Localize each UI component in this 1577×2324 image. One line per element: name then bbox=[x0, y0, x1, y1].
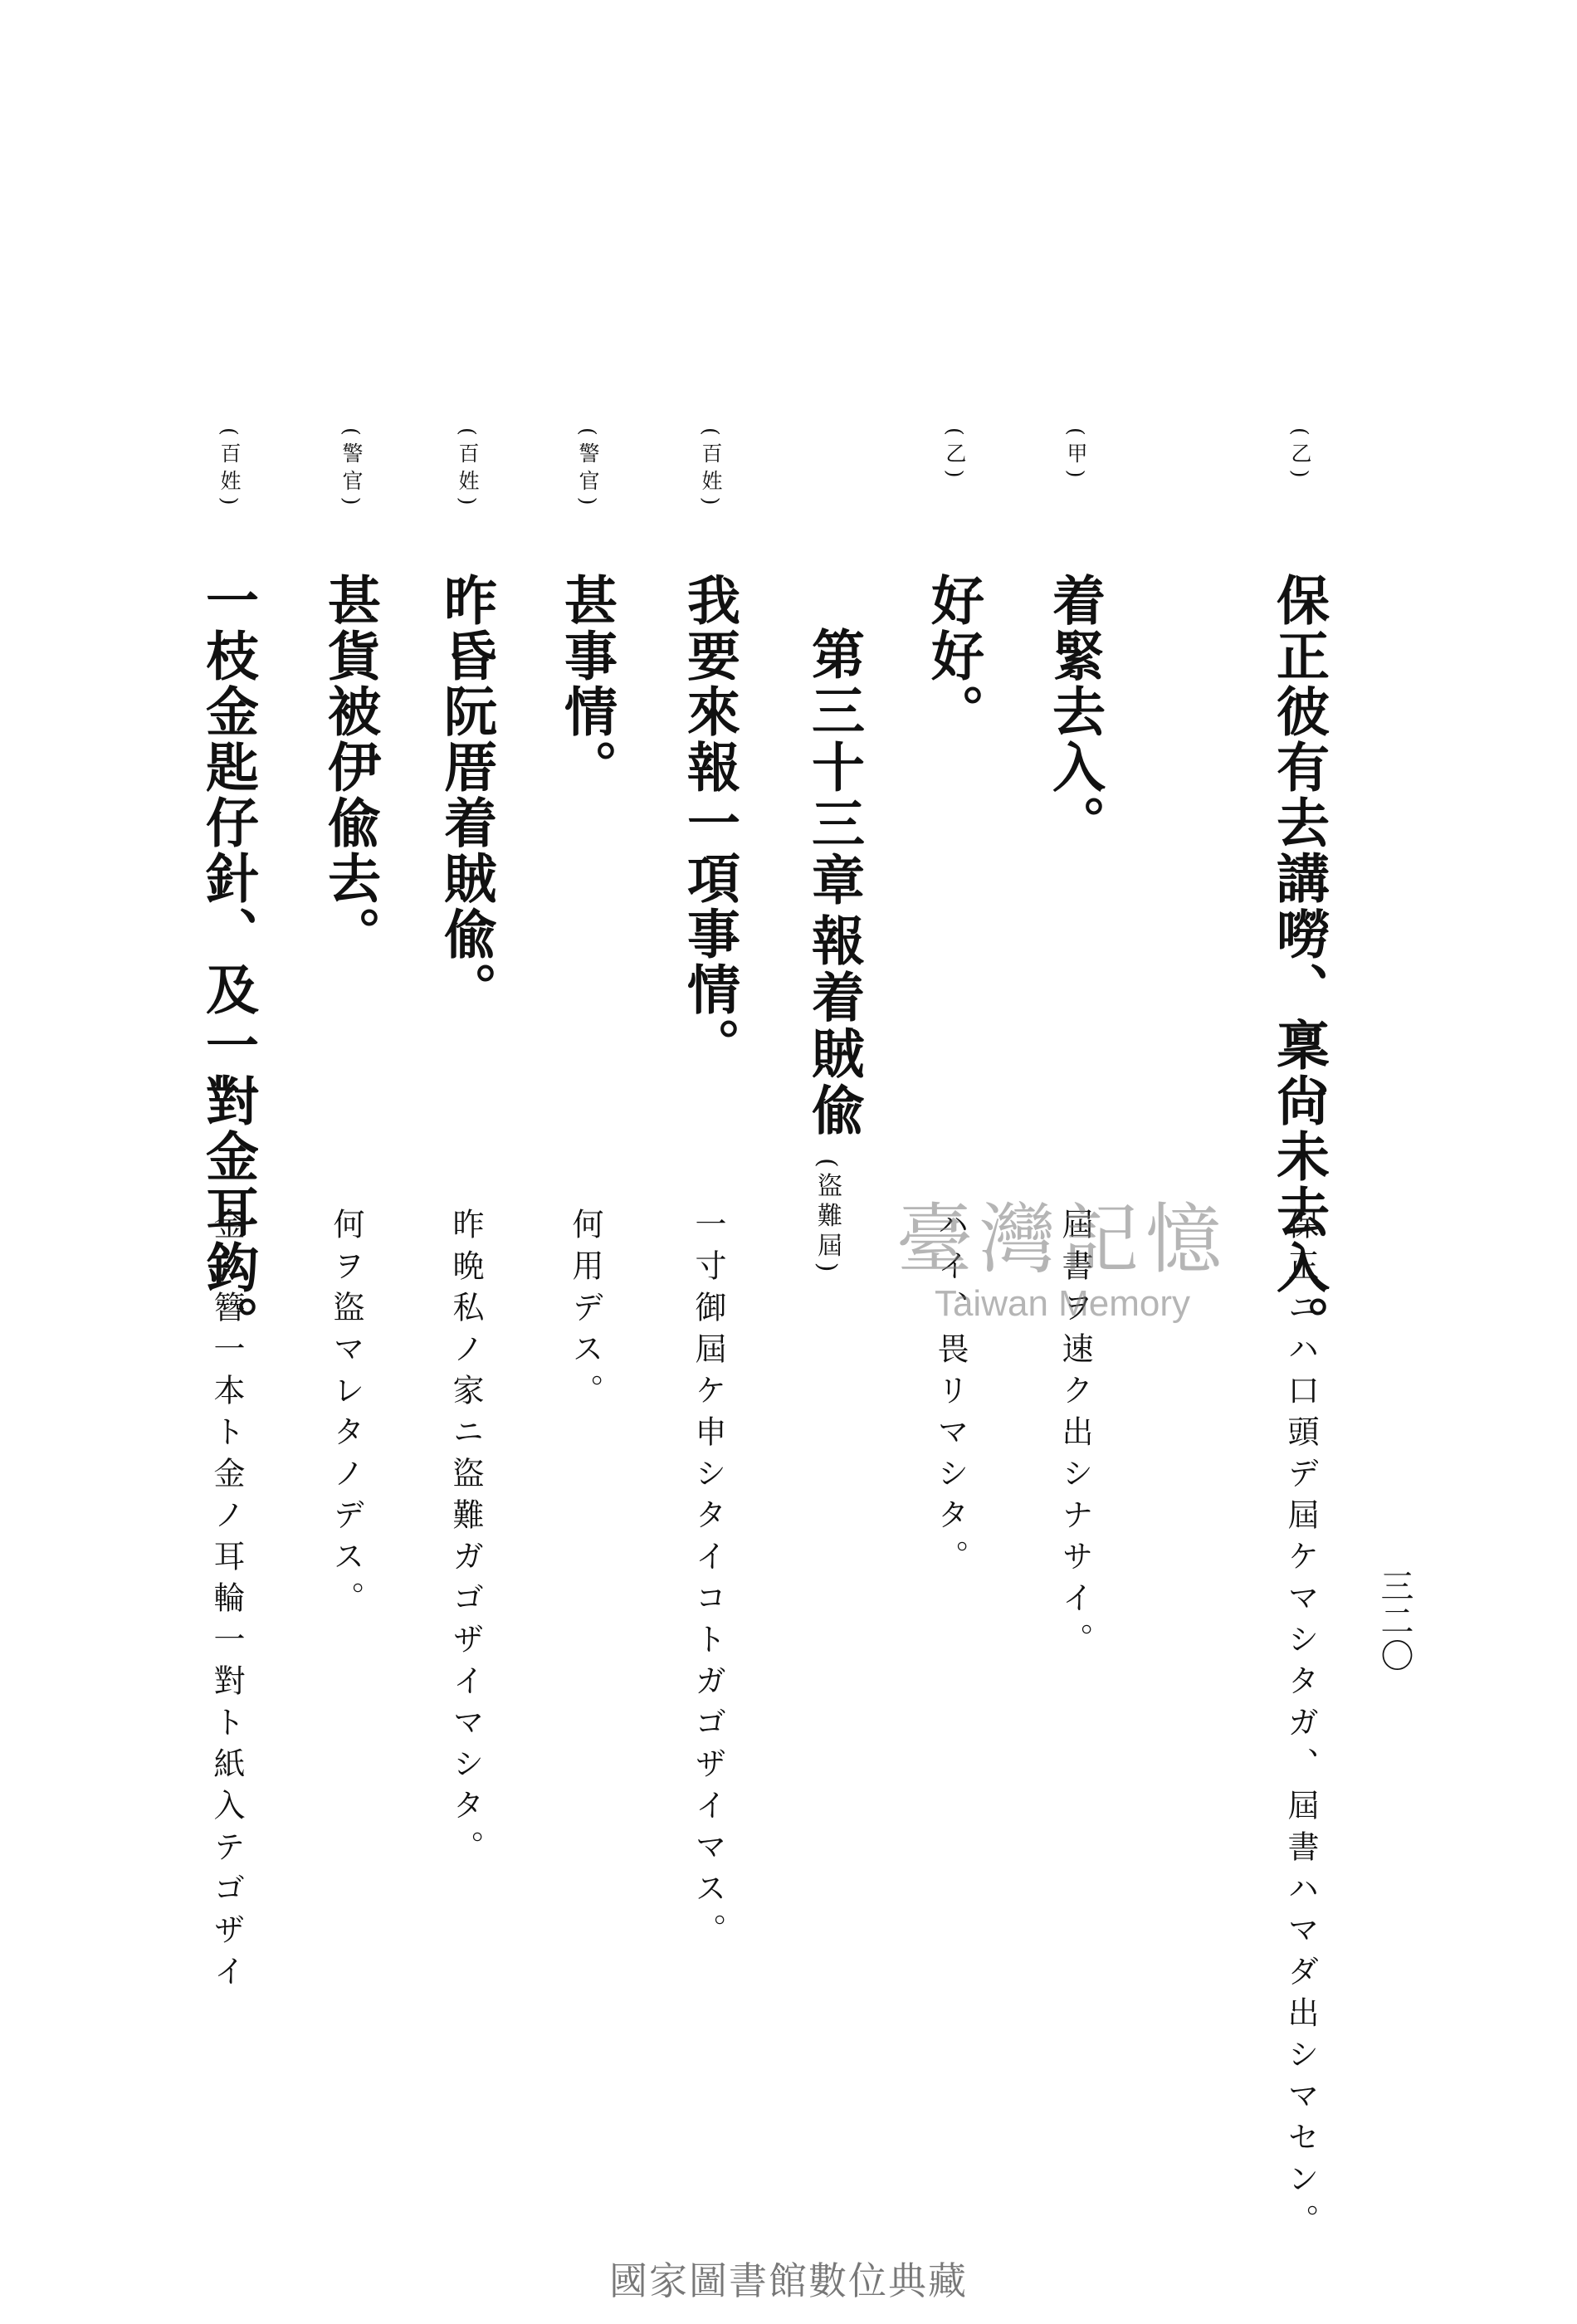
chinese-line: 好好。 bbox=[922, 573, 984, 740]
japanese-line: 昨晩私ノ家ニ盜難ガゴザイマシタ。 bbox=[447, 1208, 484, 1872]
japanese-line: 何ヲ盜マレタノデス。 bbox=[328, 1208, 364, 1623]
speaker-label: (百姓) bbox=[456, 427, 480, 512]
japanese-line: 金ノ簪一本ト金ノ耳輪一對ト紙入テゴザイ bbox=[208, 1208, 245, 1996]
speaker-label: (警官) bbox=[576, 427, 600, 512]
speaker-label: (甲) bbox=[1064, 427, 1088, 485]
japanese-line: 一寸御屆ケ申シタイコトガゴザイマス。 bbox=[690, 1208, 726, 1955]
japanese-line: 保正ニハ口頭デ屆ケマシタガ、屆書ハマダ出シマセン。 bbox=[1282, 1208, 1319, 2245]
chinese-line: 我要來報一項事情。 bbox=[678, 573, 740, 1073]
chapter-title: 報着賊偸 bbox=[803, 913, 865, 1139]
chinese-line: 昨昏阮厝着賊偸。 bbox=[435, 573, 497, 1018]
japanese-line: 屆書ヲ速ク出シナサイ。 bbox=[1057, 1208, 1093, 1664]
japanese-line: ハイ、畏リマシタ。 bbox=[932, 1208, 969, 1581]
speaker-label: (乙) bbox=[943, 427, 967, 485]
page-number: 三二〇 bbox=[1375, 1569, 1413, 1673]
footer-credit: 國家圖書館數位典藏 bbox=[609, 2258, 968, 2303]
chinese-line: 一枝金匙仔針、及一對金耳鈎。 bbox=[197, 573, 259, 1351]
chinese-line: 着緊去入。 bbox=[1043, 573, 1106, 851]
chapter-heading: 第三十三章 bbox=[803, 627, 865, 909]
speaker-label: (乙) bbox=[1288, 427, 1312, 485]
chapter-note: (盜難屆) bbox=[813, 1158, 842, 1277]
speaker-label: (警官) bbox=[339, 427, 364, 512]
japanese-line: 何用デス。 bbox=[567, 1208, 603, 1415]
chinese-line: 保正彼有去講嘮、稟尙未去入。 bbox=[1267, 573, 1330, 1351]
chinese-line: 甚事情。 bbox=[555, 573, 618, 795]
speaker-label: (百姓) bbox=[699, 427, 723, 512]
watermark-subtitle: Taiwan Memory bbox=[934, 1283, 1191, 1324]
speaker-label: (百姓) bbox=[217, 427, 242, 512]
chinese-line: 甚貨被伊偸去。 bbox=[319, 573, 381, 962]
watermark-title: 臺灣記憶 bbox=[896, 1195, 1228, 1284]
watermark bbox=[830, 1179, 1295, 1345]
